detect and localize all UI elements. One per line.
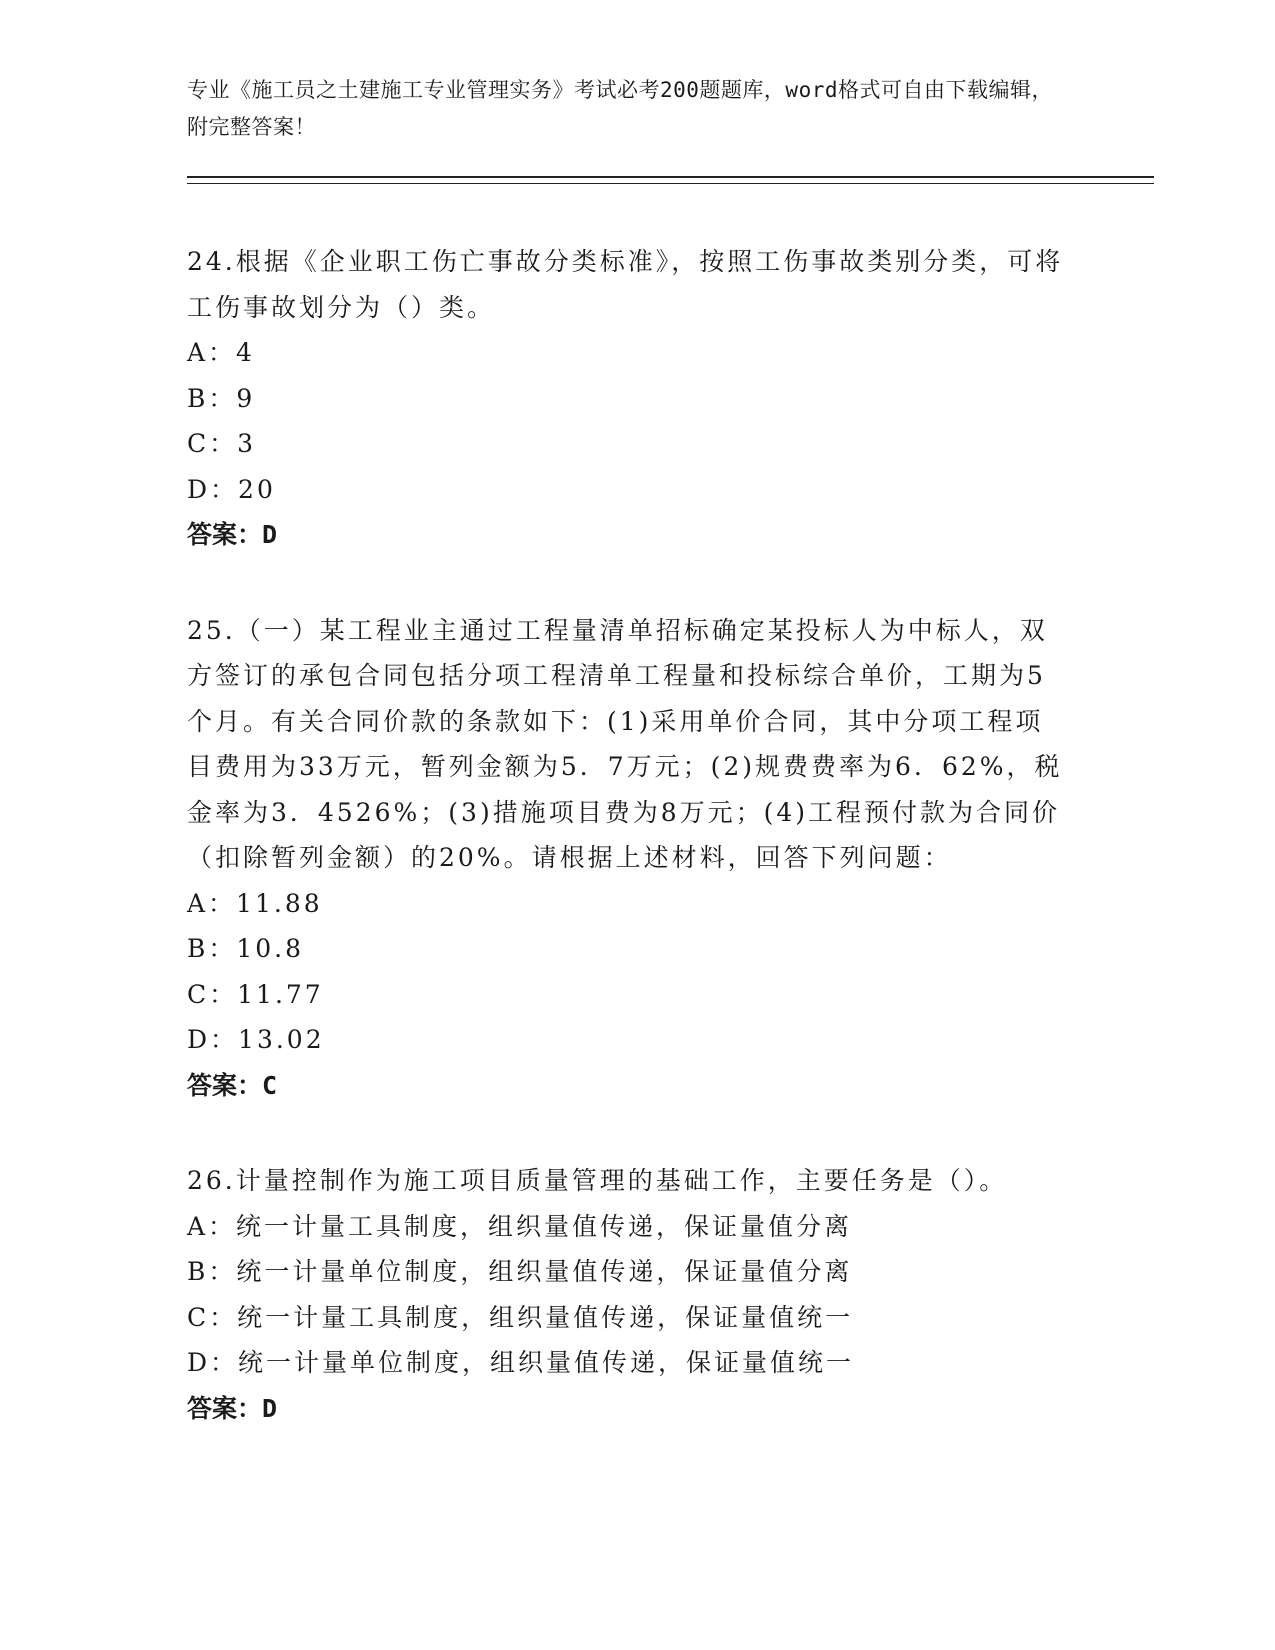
question-26 xyxy=(187,1158,1087,1431)
answer-line: 答案：D xyxy=(187,520,278,549)
option-c: C：11.77 xyxy=(187,979,324,1009)
question-24 xyxy=(187,239,1087,558)
document-page xyxy=(187,72,1087,1481)
question-stem: 24.根据《企业职工伤亡事故分类标准》，按照工伤事故类别分类，可将工伤事故划分为（）类。 xyxy=(187,247,1064,322)
question-25 xyxy=(187,608,1087,1109)
answer-line: 答案：D xyxy=(187,1393,278,1423)
question-stem: 26.计量控制作为施工项目质量管理的基础工作，主要任务是（）。 xyxy=(187,1166,1008,1195)
option-d: D：统一计量单位制度，组织量值传递，保证量值统一 xyxy=(187,1348,855,1377)
option-d: D：20 xyxy=(187,474,276,504)
option-a: A：4 xyxy=(187,338,255,367)
option-b: B：10.8 xyxy=(187,934,305,963)
option-d: D：13.02 xyxy=(187,1025,325,1054)
option-c: C：3 xyxy=(187,429,257,458)
option-a: A：11.88 xyxy=(187,888,323,918)
option-a: A：统一计量工具制度，组织量值传递，保证量值分离 xyxy=(187,1211,853,1241)
header-divider xyxy=(187,176,1154,184)
question-list xyxy=(187,239,1087,1431)
document-intro: 专业《施工员之土建施工专业管理实务》考试必考200题题库，word格式可自由下载编辑，附完整答案！ xyxy=(187,78,1053,139)
question-stem: 25.（一）某工程业主通过工程量清单招标确定某投标人为中标人，双方签订的承包合同包括分项工程清单工程量和投标综合单价，工期为5个月。有关合同价款的条款如下：(1)采用单价合同，其中分项工程项目费用为33万元，暂列金额为5．7万元；(2)规费费率为6．62%，税金率为3．4526%；(3)措施项目费为8万元；(4)工程预付款为合同价（扣除暂列金额）的20%。请根据上述材料，回答下列问题： xyxy=(187,615,1063,872)
option-b: B：统一计量单位制度，组织量值传递，保证量值分离 xyxy=(187,1257,853,1286)
option-b: B：9 xyxy=(187,383,256,413)
answer-line: 答案：C xyxy=(187,1070,278,1100)
option-c: C：统一计量工具制度，组织量值传递，保证量值统一 xyxy=(187,1302,854,1332)
